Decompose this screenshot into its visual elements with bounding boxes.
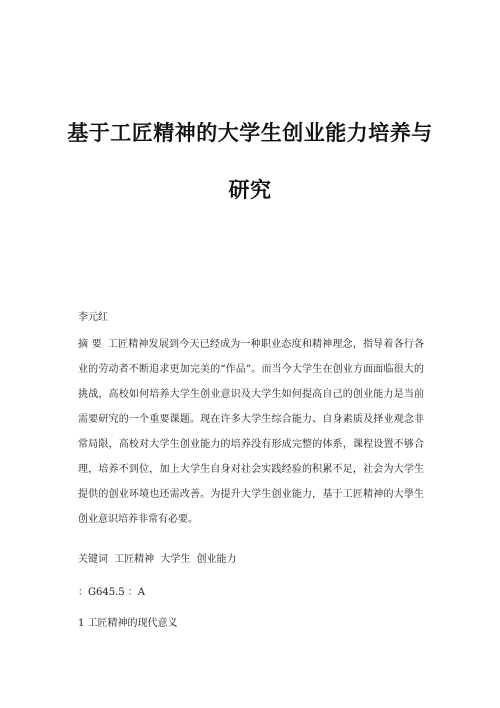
author-name: 李元红 <box>78 312 108 323</box>
classification-line: ：G645.5 ：A <box>78 587 146 598</box>
section-heading: 1 工匠精神的现代意义 <box>78 618 178 629</box>
document-title-line2: 研究 <box>228 178 272 202</box>
abstract-paragraph <box>78 332 424 532</box>
abstract-label: 摘 要 <box>78 339 102 350</box>
keywords-line: 关键词 工匠精神 大学生 创业能力 <box>78 554 237 565</box>
abstract-text: 工匠精神发展到今天已经成为一种职业态度和精神理念，指导着各行各业的劳动者不断追求更加完美的“作品”。而当今大学生在创业方面面临很大的挑战，高校如何培养大学生创业意识及大学生如何提高自己的创业能力是当前需要研究的一个重要课题。现在许多大学生综合能力、自身素质及择业观念非常局限，高校对大学生创业能力的培养没有形成完整的体系，课程设置不够合理，培养不到位，加上大学生自身对社会实践经验的积累不足，社会为大学生提供的创业环境也还需改善。为提升大学生创业能力，基于工匠精神的大學生创业意识培养非常有必要。 <box>78 339 425 525</box>
document-title-line1: 基于工匠精神的大学生创业能力培养与 <box>67 121 433 145</box>
